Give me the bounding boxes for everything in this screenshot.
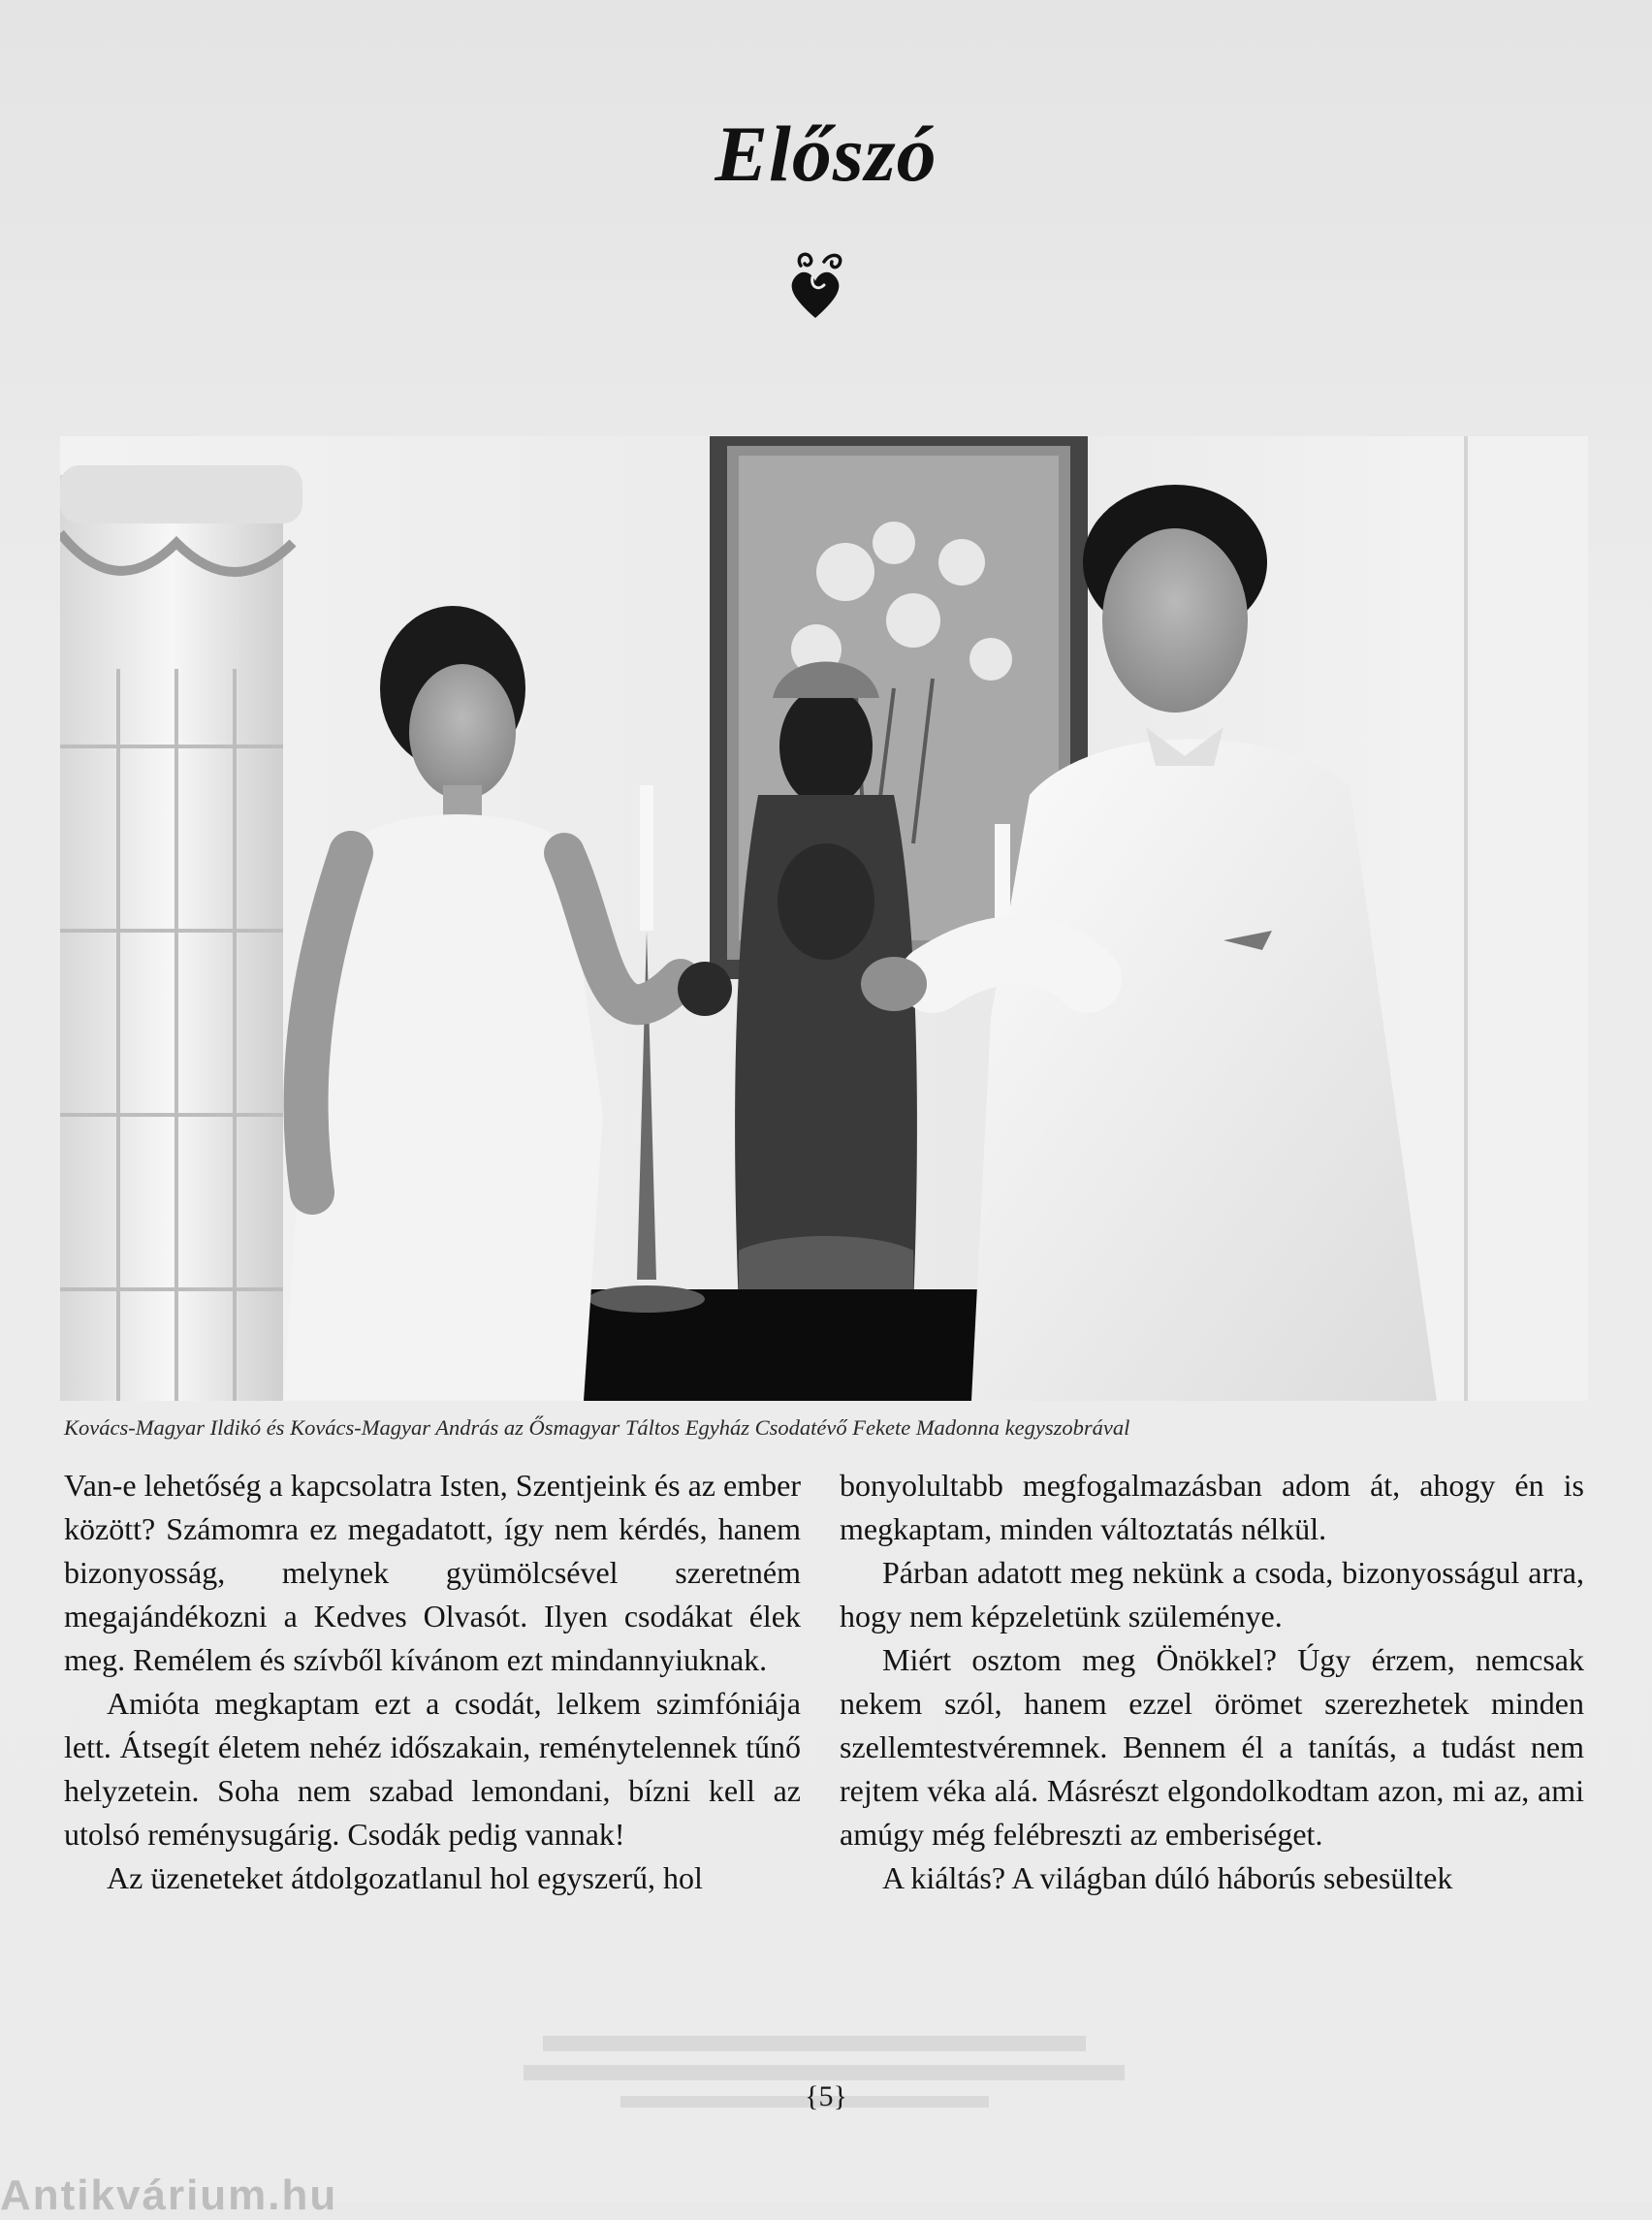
paragraph: Miért osztom meg Önökkel? Úgy érzem, nemcsak nekem szól, hanem ezzel örömet szerezhetek minden szellemtestvéremnek. Bennem él a tanítás, a tudást nem rejtem véka alá. Másrészt elgondolkodtam azon, mi az, ami amúgy még felébreszti az emberiséget. (840, 1642, 1584, 1852)
paragraph: Párban adatott meg nekünk a csoda, bizonyosságul arra, hogy nem képzeletünk szüleménye. (840, 1555, 1584, 1633)
watermark: Antikvárium.hu (0, 2172, 338, 2219)
portrait-photo (60, 436, 1588, 1401)
text-column-left (64, 1464, 801, 1900)
paragraph: A kiáltás? A világban dúló háborús sebesültek (882, 1860, 1453, 1895)
paragraph: Amióta megkaptam ezt a csodát, lelkem szimfóniája lett. Átsegít életem nehéz időszakain, reménytelennek tűnő helyzetein. Soha nem szabad lemondani, bízni kell az utolsó reménysugárig. Csodák pedig vannak! (64, 1686, 801, 1852)
photo-caption: Kovács-Magyar Ildikó és Kovács-Magyar András az Ősmagyar Táltos Egyház Csodatévő Fekete Madonna kegyszobrával (64, 1415, 1130, 1440)
photo-illustration (60, 436, 1588, 1401)
paragraph: Van-e lehetőség a kapcsolatra Isten, Szentjeink és az ember között? Számomra ez megadatott, így nem kérdés, hanem bizonyosság, melynek gyümölcsével szeretném megajándékozni a Kedves Olvasót. Ilyen csodákat élek meg. Remélem és szívből kívánom ezt mindannyiuknak. (64, 1468, 801, 1677)
page-number: {5} (805, 2080, 847, 2112)
heart-flourish-icon (781, 248, 849, 322)
paragraph: bonyolultabb megfogalmazásban adom át, ahogy én is megkaptam, minden változtatás nélkül. (840, 1468, 1584, 1546)
page-title: Előszó (715, 110, 937, 198)
paragraph: Az üzeneteket átdolgozatlanul hol egyszerű, hol (107, 1860, 703, 1895)
text-column-right (840, 1464, 1584, 1900)
